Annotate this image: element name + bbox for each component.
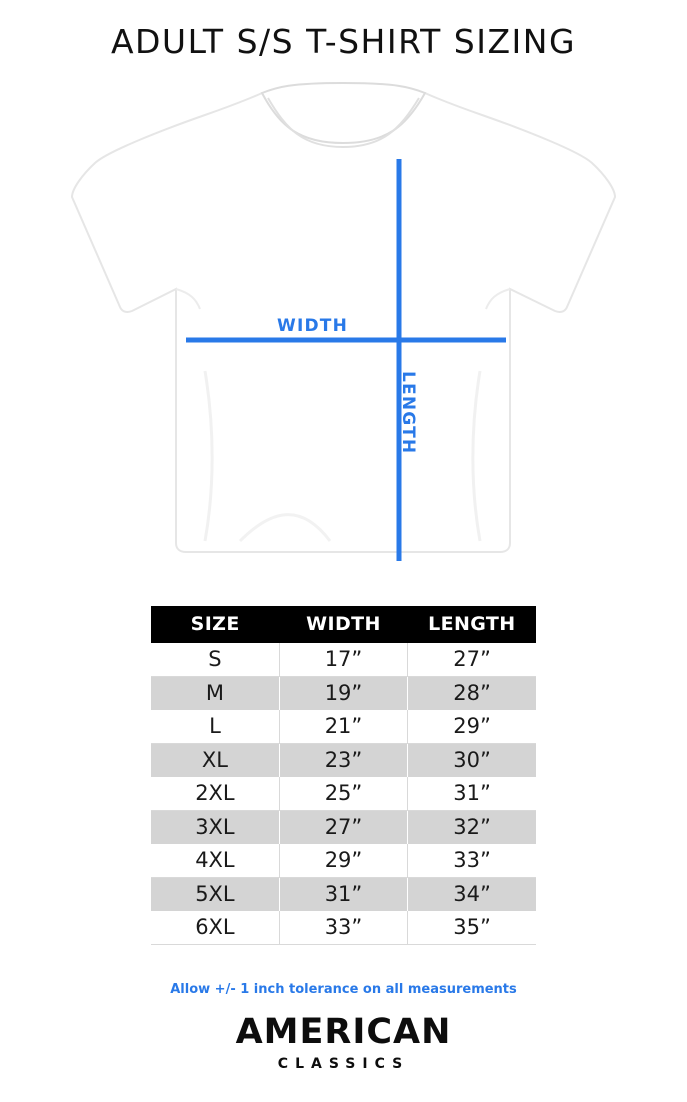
column-header-width: WIDTH bbox=[279, 606, 407, 643]
column-header-length: LENGTH bbox=[408, 606, 536, 643]
cell-size: 4XL bbox=[151, 844, 279, 878]
length-label: LENGTH bbox=[398, 371, 418, 455]
cell-size: L bbox=[151, 710, 279, 744]
cell-size: 6XL bbox=[151, 911, 279, 945]
cell-width: 19” bbox=[279, 677, 407, 711]
table-row bbox=[151, 677, 536, 711]
size-chart-page bbox=[0, 22, 687, 1102]
table-row bbox=[151, 710, 536, 744]
cell-length: 27” bbox=[408, 643, 536, 677]
cell-width: 17” bbox=[279, 643, 407, 677]
cell-length: 34” bbox=[408, 878, 536, 912]
cell-width: 33” bbox=[279, 911, 407, 945]
table-header-row bbox=[151, 606, 536, 643]
brand-subtitle: CLASSICS bbox=[277, 1056, 410, 1072]
cell-length: 28” bbox=[408, 677, 536, 711]
cell-size: 3XL bbox=[151, 811, 279, 845]
table-row bbox=[151, 878, 536, 912]
size-table-container bbox=[151, 606, 536, 945]
cell-size: 2XL bbox=[151, 777, 279, 811]
cell-length: 31” bbox=[408, 777, 536, 811]
brand-name: AMERICAN bbox=[235, 1012, 452, 1052]
cell-width: 27” bbox=[279, 811, 407, 845]
table-row bbox=[151, 811, 536, 845]
cell-width: 29” bbox=[279, 844, 407, 878]
cell-length: 32” bbox=[408, 811, 536, 845]
cell-length: 29” bbox=[408, 710, 536, 744]
cell-length: 35” bbox=[408, 911, 536, 945]
column-header-size: SIZE bbox=[151, 606, 279, 643]
cell-width: 23” bbox=[279, 744, 407, 778]
cell-length: 33” bbox=[408, 844, 536, 878]
cell-size: M bbox=[151, 677, 279, 711]
cell-size: S bbox=[151, 643, 279, 677]
cell-width: 21” bbox=[279, 710, 407, 744]
size-table bbox=[151, 606, 536, 945]
width-label: WIDTH bbox=[277, 316, 349, 336]
brand-logo bbox=[0, 1012, 687, 1072]
tshirt-diagram bbox=[0, 71, 687, 561]
table-row bbox=[151, 844, 536, 878]
cell-size: 5XL bbox=[151, 878, 279, 912]
cell-width: 25” bbox=[279, 777, 407, 811]
table-row bbox=[151, 777, 536, 811]
page-title: ADULT S/S T-SHIRT SIZING bbox=[110, 22, 577, 61]
table-row bbox=[151, 744, 536, 778]
cell-size: XL bbox=[151, 744, 279, 778]
table-row bbox=[151, 643, 536, 677]
table-row bbox=[151, 911, 536, 945]
cell-length: 30” bbox=[408, 744, 536, 778]
cell-width: 31” bbox=[279, 878, 407, 912]
tolerance-note: Allow +/- 1 inch tolerance on all measurements bbox=[170, 982, 517, 997]
